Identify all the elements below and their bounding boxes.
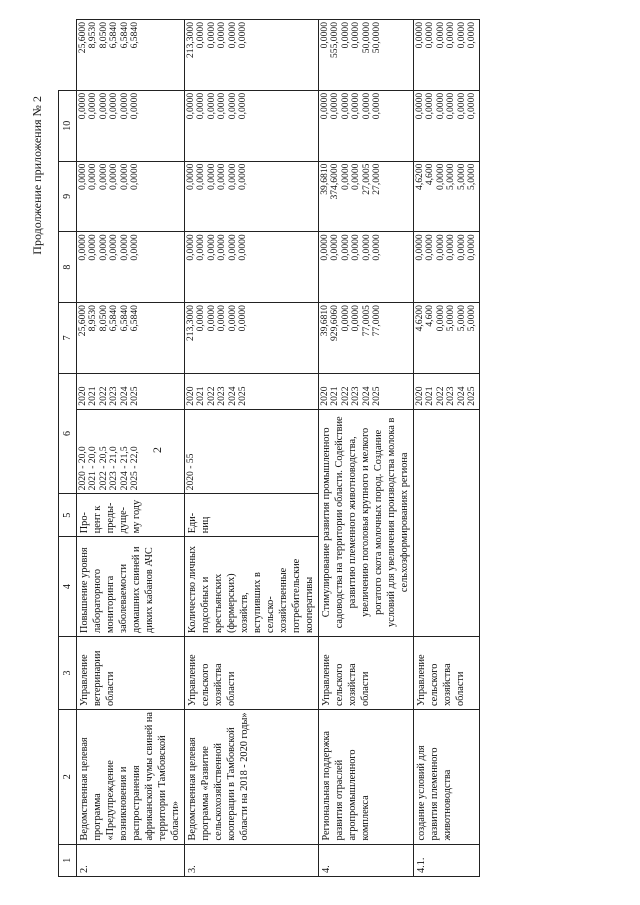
value-col-6: 25,6000 8,9530 8,0500 6,5840 6,5840 6,5840	[77, 303, 185, 374]
program-name: создание условий для развития племенного животноводства	[414, 710, 480, 845]
indicator: Количество личных подсобных и крестьянских (фермерских) хозяйств, вступивших в сельско-хозяйственные потребительские кооперативы	[185, 537, 319, 637]
indicator-merged: Стимулирование развития промышленного садоводства на территории области. Содействие развитию племенного животноводства, увеличению поголовья крупного и мелкого рогатого скота молочных пород. Создание условий для увеличения производства молока в сельхозформированиях региона	[319, 409, 414, 636]
program-name: Ведомственная целевая программа «Предупреждение возникновения и распространения африканской чумы свиней на территории Тамбовской области»	[77, 710, 185, 845]
value-col-9: 0,0000 0,0000 0,0000 0,0000 0,0000 0,0000	[414, 90, 480, 161]
row-number: 3.	[185, 844, 319, 876]
row-number: 4.1.	[414, 844, 480, 876]
col-header-5: 5	[59, 494, 77, 537]
value-col-7: 0,0000 0,0000 0,0000 0,0000 0,0000 0,0000	[77, 232, 185, 303]
executor: Управление сельского хозяйства области	[319, 636, 414, 709]
value-col-8: 0,0000 0,0000 0,0000 0,0000 0,0000 0,0000	[185, 161, 319, 232]
years: 2020 2021 2022 2023 2024 2025	[77, 373, 185, 409]
years: 2020 2021 2022 2023 2024 2025	[319, 373, 414, 409]
value-col-10: 0,0000 0,0000 0,0000 0,0000 0,0000 0,0000	[414, 20, 480, 91]
value-col-8: 0,0000 0,0000 0,0000 0,0000 0,0000 0,0000	[77, 161, 185, 232]
program-name: Региональная поддержка развития отраслей агропромышленного комплекса	[319, 710, 414, 845]
value-col-10: 213,3000 0,0000 0,0000 0,0000 0,0000 0,0000	[185, 20, 319, 91]
indicator-empty	[414, 409, 480, 636]
col-header-6: 6	[59, 373, 77, 494]
executor: Управление сельского хозяйства области	[185, 636, 319, 709]
value-col-10: 0,0000 555,0000 0,0000 0,0000 50,0000 50,0000	[319, 20, 414, 91]
value-col-8: 4,6200 4,600 0,0000 5,0000 5,0000 5,0000	[414, 161, 480, 232]
table-row	[414, 20, 480, 877]
executor: Управление сельского хозяйства области	[414, 636, 480, 709]
value-col-6: 213,3000 0,0000 0,0000 0,0000 0,0000 0,0000	[185, 303, 319, 374]
value-col-9: 0,0000 0,0000 0,0000 0,0000 0,0000 0,0000	[319, 90, 414, 161]
years: 2020 2021 2022 2023 2024 2025	[185, 373, 319, 409]
value-col-10: 25,6000 8,9530 8,0500 6,5840 6,5840 6,5840	[77, 20, 185, 91]
unit: Про-цент к преды-дуще-му году	[77, 494, 185, 537]
col-header-2: 2	[59, 710, 77, 845]
value-col-7: 0,0000 0,0000 0,0000 0,0000 0,0000 0,0000	[185, 232, 319, 303]
row-number: 2.	[77, 844, 185, 876]
table-row	[319, 20, 414, 877]
page-number: 2	[150, 447, 164, 453]
col-header-8: 8	[59, 232, 77, 303]
value-col-9: 0,0000 0,0000 0,0000 0,0000 0,0000 0,0000	[185, 90, 319, 161]
table-row	[77, 20, 185, 877]
target-values: 2020 - 20,0 2021 - 20,0 2022 - 20,5 2023 - 21,0 2024 - 21,5 2025 - 22,0	[77, 409, 185, 494]
program-table	[58, 19, 480, 877]
col-header-3: 3	[59, 636, 77, 709]
col-header-1: 1	[59, 844, 77, 876]
header-row	[59, 20, 77, 877]
value-col-6: 39,6810 929,6060 0,0000 0,0000 77,0005 77,0000	[319, 303, 414, 374]
value-col-7: 0,0000 0,0000 0,0000 0,0000 0,0000 0,0000	[319, 232, 414, 303]
col-header-9: 9	[59, 161, 77, 232]
executor: Управление ветеринарии области	[77, 636, 185, 709]
unit: Еди-ниц	[185, 494, 319, 537]
row-number: 4.	[319, 844, 414, 876]
appendix-label: Продолжение приложения № 2	[30, 96, 44, 255]
value-col-9: 0,0000 0,0000 0,0000 0,0000 0,0000 0,0000	[77, 90, 185, 161]
value-col-6: 4,6200 4,600 0,0000 5,0000 5,0000 5,0000	[414, 303, 480, 374]
col-header-4: 4	[59, 537, 77, 637]
program-name: Ведомственная целевая программа «Развитие сельскохозяйственной кооперации в Тамбовской области на 2018 - 2020 годы»	[185, 710, 319, 845]
table-row	[185, 20, 319, 877]
target-values: 2020 - 55	[185, 409, 319, 494]
indicator: Повышение уровня лабораторного мониторинга заболеваемости домашних свиней и диких кабанов АЧС	[77, 537, 185, 637]
col-header-10: 10	[59, 90, 77, 161]
value-col-7: 0,0000 0,0000 0,0000 0,0000 0,0000 0,0000	[414, 232, 480, 303]
years: 2020 2021 2022 2023 2024 2025	[414, 373, 480, 409]
value-col-8: 39,6810 374,6000 0,0000 0,0000 27,0005 27,0000	[319, 161, 414, 232]
col-header-7: 7	[59, 303, 77, 374]
